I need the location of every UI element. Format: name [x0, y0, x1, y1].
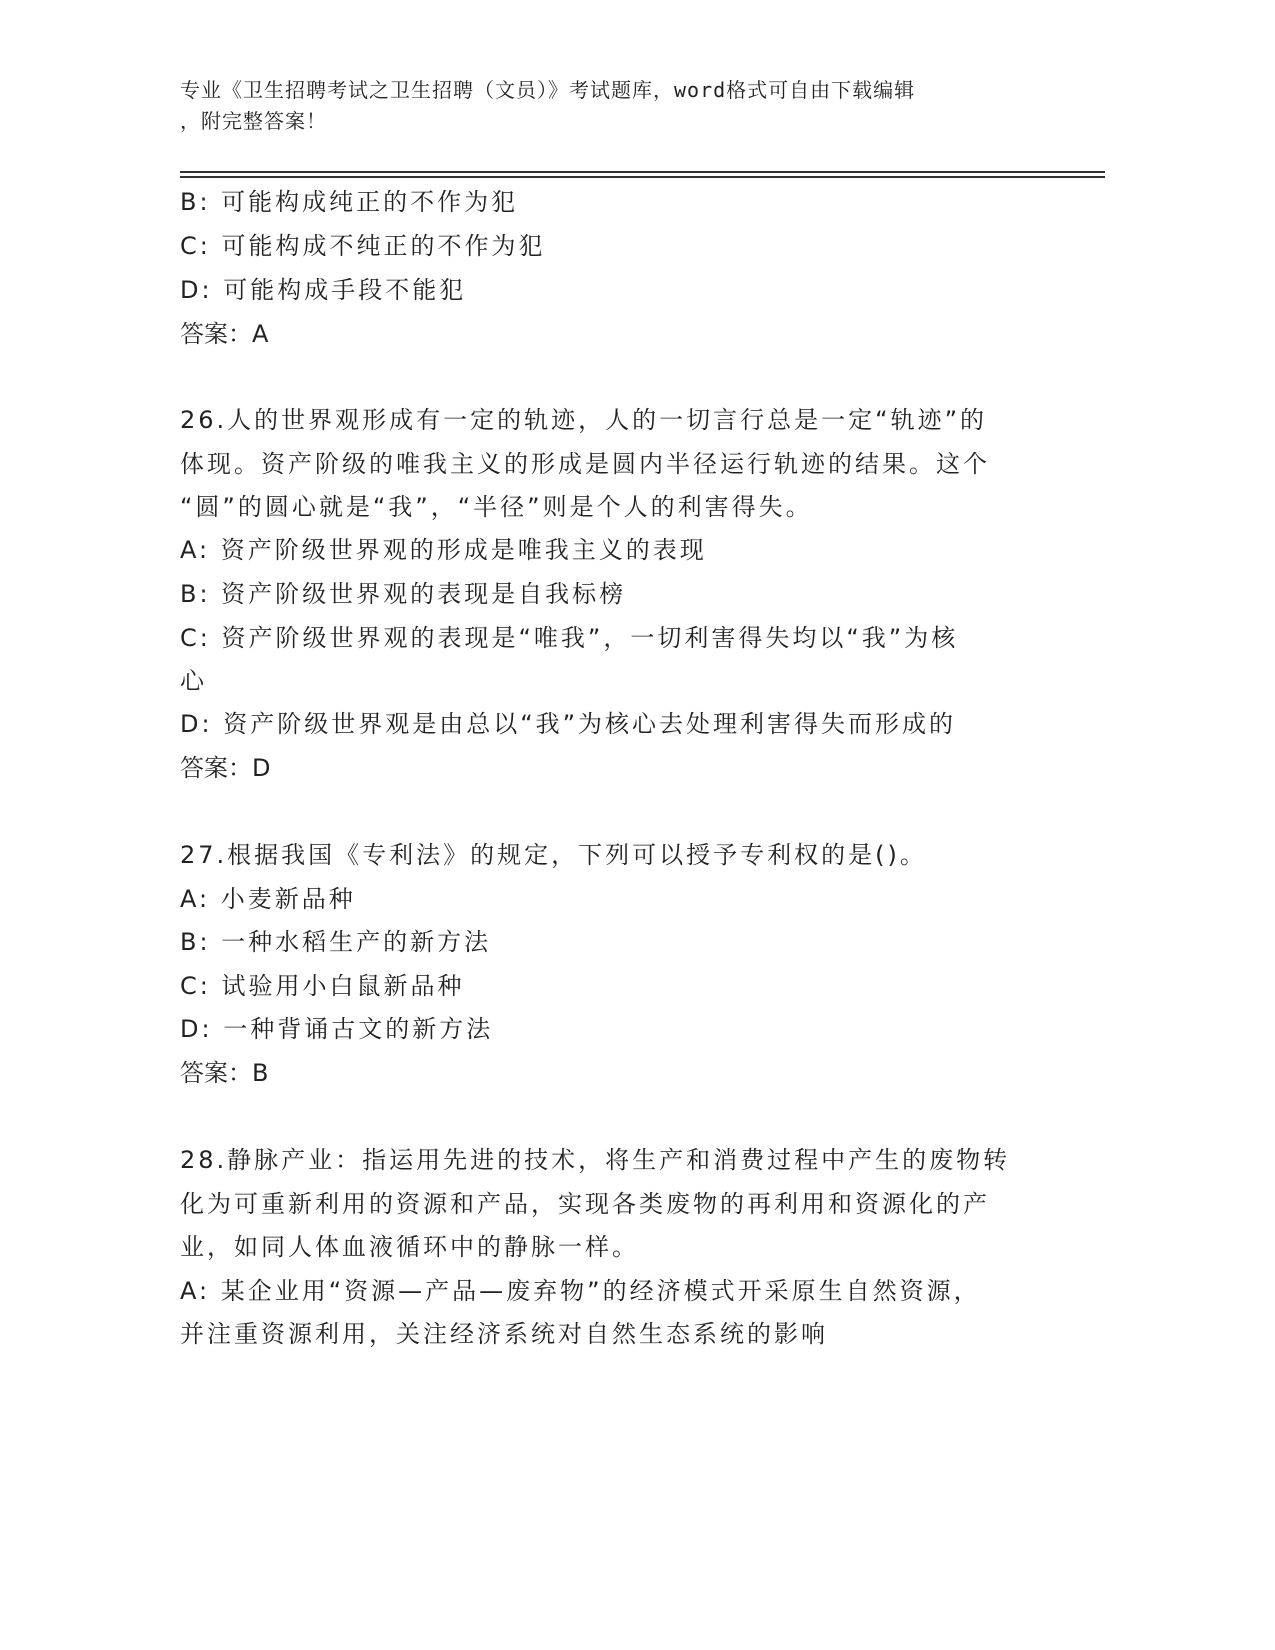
q26-option-a: A: 资产阶级世界观的形成是唯我主义的表现 — [180, 536, 707, 564]
header-divider-bottom — [180, 176, 1105, 178]
q28-stem-1: 28.静脉产业：指运用先进的技术，将生产和消费过程中产生的废物转 — [180, 1146, 1011, 1174]
header-line-2: ，附完整答案！ — [180, 109, 327, 133]
q26-stem-3: “圆”的圆心就是“我”，“半径”则是个人的利害得失。 — [180, 493, 813, 521]
q28-stem-2: 化为可重新利用的资源和产品，实现各类废物的再利用和资源化的产 — [180, 1190, 990, 1218]
q26-option-d: D: 资产阶级世界观是由总以“我”为核心去处理利害得失而形成的 — [180, 710, 957, 738]
q27-option-a: A: 小麦新品种 — [180, 885, 356, 913]
q26-stem-2: 体现。资产阶级的唯我主义的形成是圆内半径运行轨迹的结果。这个 — [180, 450, 990, 478]
q27-option-d: D: 一种背诵古文的新方法 — [180, 1015, 494, 1043]
q27-stem: 27.根据我国《专利法》的规定，下列可以授予专利权的是()。 — [180, 841, 927, 869]
q25-option-c: C: 可能构成不纯正的不作为犯 — [180, 232, 546, 260]
q28-option-a-cont: 并注重资源利用，关注经济系统对自然生态系统的影响 — [180, 1320, 828, 1348]
q27-answer: 答案：B — [180, 1059, 269, 1087]
q28-stem-3: 业，如同人体血液循环中的静脉一样。 — [180, 1233, 639, 1261]
q25-answer: 答案：A — [180, 320, 269, 348]
q28-option-a: A: 某企业用“资源—产品—废弃物”的经济模式开采原生自然资源， — [180, 1277, 981, 1305]
q26-option-c: C: 资产阶级世界观的表现是“唯我”，一切利害得失均以“我”为核 — [180, 624, 959, 652]
q26-option-c-cont: 心 — [180, 667, 207, 695]
q25-option-d: D: 可能构成手段不能犯 — [180, 276, 467, 304]
q27-option-b: B: 一种水稻生产的新方法 — [180, 928, 492, 956]
q26-answer: 答案：D — [180, 754, 271, 782]
q27-option-c: C: 试验用小白鼠新品种 — [180, 972, 465, 1000]
header-line-1: 专业《卫生招聘考试之卫生招聘（文员）》考试题库，word格式可自由下载编辑 — [180, 78, 916, 102]
q25-option-b: B: 可能构成纯正的不作为犯 — [180, 188, 519, 216]
header-divider-top — [180, 171, 1105, 173]
q26-option-b: B: 资产阶级世界观的表现是自我标榜 — [180, 580, 627, 608]
q26-stem-1: 26.人的世界观形成有一定的轨迹，人的一切言行总是一定“轨迹”的 — [180, 406, 988, 434]
